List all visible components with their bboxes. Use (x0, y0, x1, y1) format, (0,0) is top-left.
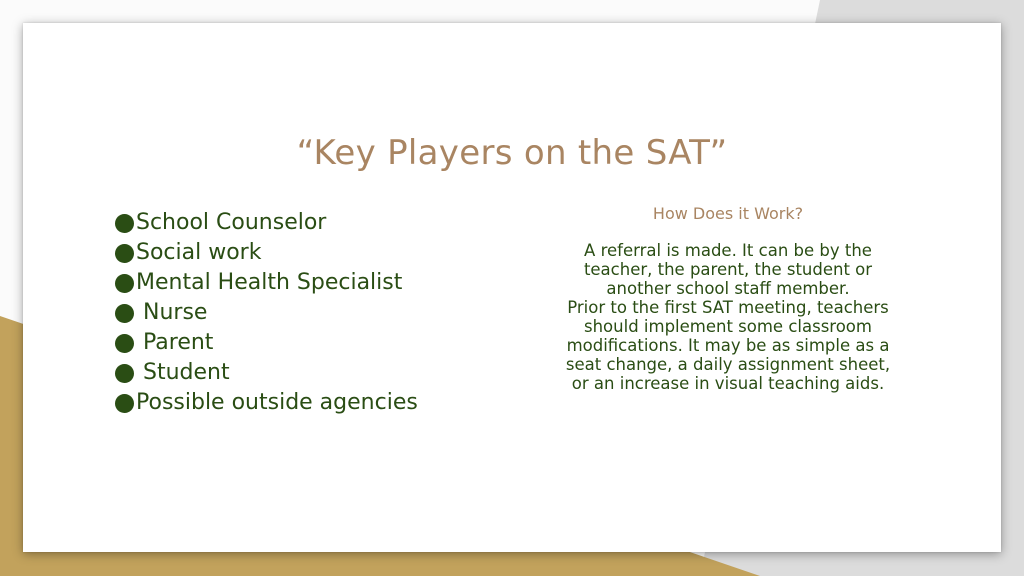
text-line: Prior to the first SAT meeting, teachers (567, 298, 889, 317)
text-line: modifications. It may be as simple as a (566, 336, 890, 355)
list-item (115, 208, 418, 238)
text-line: seat change, a daily assignment sheet, (565, 355, 891, 374)
bullet-icon (115, 274, 134, 293)
bullet-icon (115, 394, 134, 413)
list-item (115, 238, 418, 268)
text-line: should implement some classroom (584, 317, 872, 336)
list-item-label: Possible outside agencies (136, 390, 418, 415)
slide-card (23, 23, 1001, 552)
text-line: teacher, the parent, the student or (583, 260, 873, 279)
slide-title: “Key Players on the SAT” (296, 133, 728, 173)
list-item-label: Nurse (143, 300, 208, 325)
list-item (115, 358, 418, 388)
list-item (115, 328, 418, 358)
list-item-label: Mental Health Specialist (136, 270, 403, 295)
list-item-label: Social work (136, 240, 262, 265)
bullet-icon (115, 214, 134, 233)
list-item-label: Student (143, 360, 230, 385)
text-line: or an increase in visual teaching aids. (571, 374, 885, 393)
text-line: A referral is made. It can be by the (584, 241, 872, 260)
bullet-icon (115, 304, 134, 323)
bullet-icon (115, 334, 134, 353)
key-players-list (115, 208, 418, 418)
list-item (115, 388, 418, 418)
list-item-label: School Counselor (136, 210, 327, 235)
list-item (115, 298, 418, 328)
text-line: another school staff member. (606, 279, 850, 298)
bullet-icon (115, 364, 134, 383)
process-description (528, 241, 928, 393)
list-item-label: Parent (143, 330, 214, 355)
section-heading: How Does it Work? (652, 204, 804, 223)
how-it-works-section (528, 203, 928, 393)
list-item (115, 268, 418, 298)
bullet-icon (115, 244, 134, 263)
